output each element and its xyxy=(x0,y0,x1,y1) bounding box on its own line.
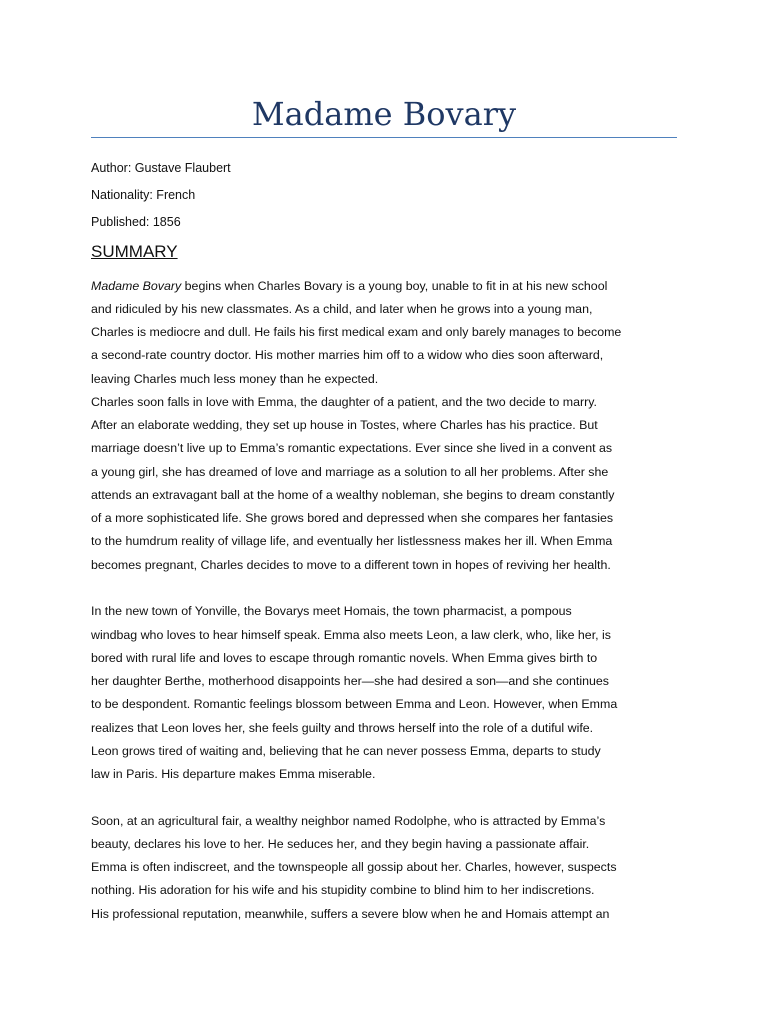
summary-line: In the new town of Yonville, the Bovarys meet Homais, the town pharmacist, a pompous xyxy=(91,604,572,618)
summary-line: Emma is often indiscreet, and the townspeople all gossip about her. Charles, however, suspects xyxy=(91,860,617,874)
summary-line: a second-rate country doctor. His mother marries him off to a widow who dies soon afterward, xyxy=(91,348,604,362)
summary-line: a young girl, she has dreamed of love and marriage as a solution to all her problems. After she xyxy=(91,465,609,479)
summary-line: After an elaborate wedding, they set up house in Tostes, where Charles has his practice. But xyxy=(91,418,598,432)
summary-line: to the humdrum reality of village life, and eventually her listlessness makes her ill. When Emma xyxy=(91,534,613,548)
summary-line: and ridiculed by his new classmates. As a child, and later when he grows into a young man, xyxy=(91,302,593,316)
summary-line: becomes pregnant, Charles decides to move to a different town in hopes of reviving her health. xyxy=(91,558,611,572)
summary-line: Leon grows tired of waiting and, believing that he can never possess Emma, departs to study xyxy=(91,744,601,758)
author-line: Author: Gustave Flaubert xyxy=(91,161,231,175)
summary-line: marriage doesn’t live up to Emma’s romantic expectations. Ever since she lived in a convent as xyxy=(91,441,613,455)
summary-line xyxy=(91,278,607,294)
summary-line: law in Paris. His departure makes Emma miserable. xyxy=(91,767,376,781)
document-title: Madame Bovary xyxy=(251,95,517,133)
summary-line: nothing. His adoration for his wife and his stupidity combine to blind him to her indiscretions. xyxy=(91,883,595,897)
summary-line: realizes that Leon loves her, she feels guilty and throws herself into the role of a dutiful wife. xyxy=(91,721,594,735)
summary-line-text: begins when Charles Bovary is a young boy, unable to fit in at his new school xyxy=(181,279,608,293)
title-divider xyxy=(91,137,677,138)
summary-line: attends an extravagant ball at the home of a wealthy nobleman, she begins to dream constantly xyxy=(91,488,615,502)
summary-line: windbag who loves to hear himself speak. Emma also meets Leon, a law clerk, who, like her, is xyxy=(91,628,611,642)
summary-heading: SUMMARY xyxy=(91,242,178,261)
published-line: Published: 1856 xyxy=(91,215,181,229)
summary-line: her daughter Berthe, motherhood disappoints her—she had desired a son—and she continues xyxy=(91,674,609,688)
summary-line: to be despondent. Romantic feelings blossom between Emma and Leon. However, when Emma xyxy=(91,697,618,711)
summary-line: His professional reputation, meanwhile, suffers a severe blow when he and Homais attempt an xyxy=(91,907,610,921)
summary-line: bored with rural life and loves to escape through romantic novels. When Emma gives birth to xyxy=(91,651,598,665)
summary-line: beauty, declares his love to her. He seduces her, and they begin having a passionate affair. xyxy=(91,837,590,851)
book-title-italic: Madame Bovary xyxy=(91,279,182,293)
summary-line: of a more sophisticated life. She grows bored and depressed when she compares her fantasies xyxy=(91,511,614,525)
summary-line: leaving Charles much less money than he expected. xyxy=(91,372,379,386)
nationality-line: Nationality: French xyxy=(91,188,196,202)
summary-line: Soon, at an agricultural fair, a wealthy neighbor named Rodolphe, who is attracted by Emma’s xyxy=(91,814,606,828)
summary-line: Charles soon falls in love with Emma, the daughter of a patient, and the two decide to marry. xyxy=(91,395,597,409)
summary-line: Charles is mediocre and dull. He fails his first medical exam and only barely manages to become xyxy=(91,325,622,339)
